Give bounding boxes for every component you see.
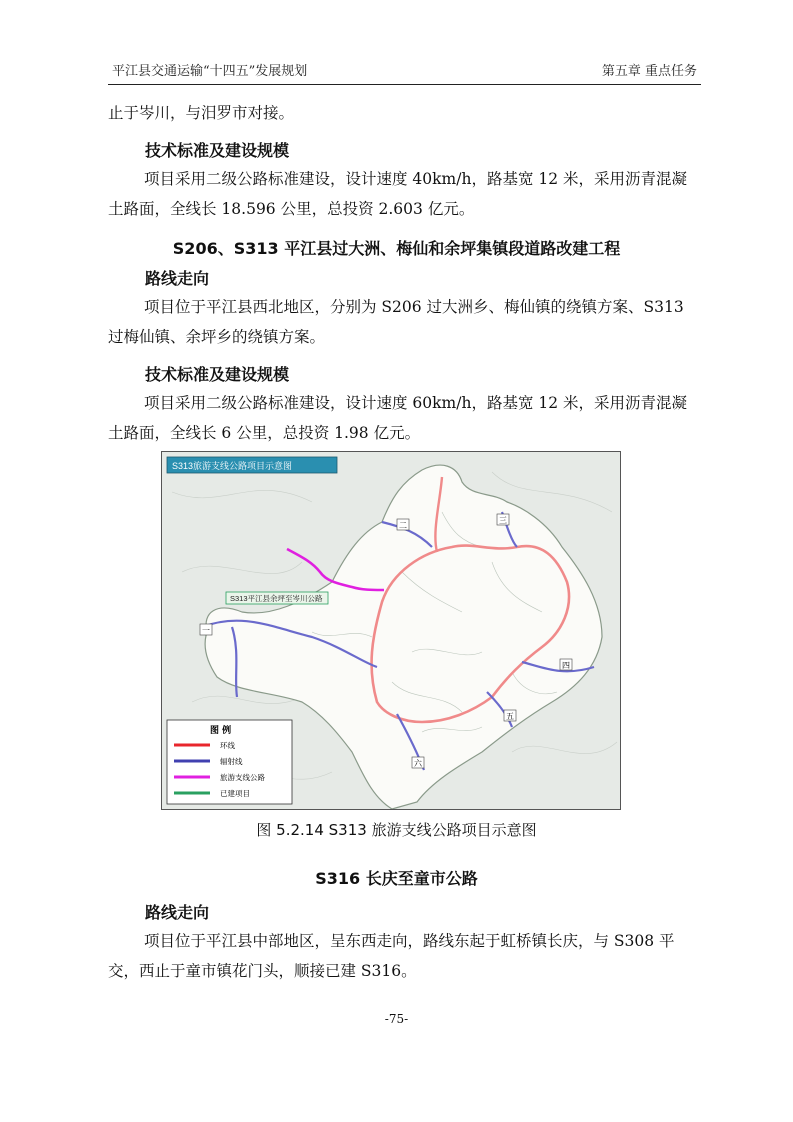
heading-s316: S316 长庆至童市公路 bbox=[315, 869, 478, 888]
heading-project-s206-s313: S206、S313 平江县过大洲、梅仙和余坪集镇段道路改建工程 bbox=[172, 239, 621, 258]
heading-tech-standard-2: 技术标准及建设规模 bbox=[145, 365, 290, 384]
header-title: 平江县交通运输“十四五”发展规划 bbox=[112, 64, 308, 79]
legend-title: 图 例 bbox=[210, 726, 232, 736]
legend-label-built: 已建项目 bbox=[220, 789, 250, 798]
paragraph-1: 止于岑川，与汨罗市对接。 bbox=[108, 104, 295, 122]
map-title: S313旅游支线公路项目示意图 bbox=[172, 461, 293, 471]
heading-tech-standard-1: 技术标准及建设规模 bbox=[145, 141, 290, 160]
marker-5: 五 bbox=[506, 712, 514, 721]
map-legend bbox=[167, 720, 292, 804]
paragraph-2: 项目采用二级公路标准建设，设计速度 40km/h，路基宽 12 米，采用沥青混凝土路面，全线长 18.596 公里，总投资 2.603 亿元。 bbox=[108, 170, 688, 218]
paragraph-4: 项目采用二级公路标准建设，设计速度 60km/h，路基宽 12 米，采用沥青混凝土路面，全线长 6 公里，总投资 1.98 亿元。 bbox=[108, 394, 688, 442]
paragraph-5: 项目位于平江县中部地区，呈东西走向，路线东起于虹桥镇长庆，与 S308 平交，西止于童市镇花门头，顺接已建 S316。 bbox=[108, 932, 675, 980]
marker-4: 四 bbox=[562, 661, 570, 670]
map-graphic bbox=[162, 452, 620, 809]
marker-6: 六 bbox=[414, 759, 422, 768]
marker-2: 二 bbox=[399, 521, 407, 530]
callout-label: S313平江县余坪至岑川公路 bbox=[230, 594, 323, 603]
project-map bbox=[161, 451, 621, 810]
page-number: -75- bbox=[384, 1012, 409, 1026]
marker-1: 一 bbox=[202, 626, 210, 635]
legend-label-radial: 辐射线 bbox=[220, 757, 243, 766]
header-rule bbox=[108, 84, 701, 85]
legend-label-tourism: 旅游支线公路 bbox=[220, 773, 265, 782]
figure-caption: 图 5.2.14 S313 旅游支线公路项目示意图 bbox=[256, 821, 537, 839]
header-chapter: 第五章 重点任务 bbox=[601, 64, 697, 79]
legend-label-ring: 环线 bbox=[220, 741, 235, 750]
heading-route-1: 路线走向 bbox=[145, 269, 210, 288]
marker-3: 三 bbox=[499, 516, 507, 525]
heading-route-2: 路线走向 bbox=[145, 903, 210, 922]
paragraph-3: 项目位于平江县西北地区，分别为 S206 过大洲乡、梅仙镇的绕镇方案、S313 过梅仙镇、余坪乡的绕镇方案。 bbox=[108, 298, 684, 346]
